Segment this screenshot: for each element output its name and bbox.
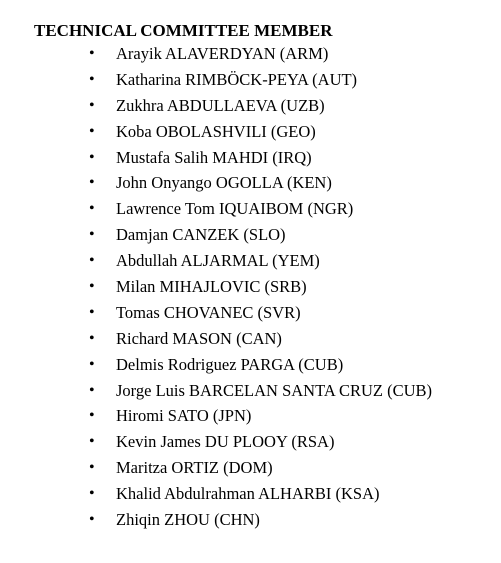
member-name: Khalid Abdulrahman ALHARBI (KSA) [116, 484, 380, 504]
member-name: John Onyango OGOLLA (KEN) [116, 173, 332, 193]
bullet-icon: • [89, 355, 95, 373]
bullet-icon: • [89, 70, 95, 88]
member-name: Milan MIHAJLOVIC (SRB) [116, 277, 307, 297]
member-name: Richard MASON (CAN) [116, 328, 282, 348]
bullet-icon: • [89, 407, 95, 425]
bullet-icon: • [89, 303, 95, 321]
member-name: Tomas CHOVANEC (SVR) [116, 302, 301, 322]
bullet-icon: • [89, 226, 95, 244]
bullet-icon: • [89, 148, 95, 166]
member-name: Arayik ALAVERDYAN (ARM) [116, 44, 329, 63]
bullet-icon: • [89, 381, 95, 399]
bullet-icon: • [89, 174, 95, 192]
bullet-icon: • [89, 459, 95, 477]
bullet-icon: • [89, 278, 95, 296]
member-name: Mustafa Salih MAHDI (IRQ) [116, 147, 312, 167]
member-name: Katharina RIMBÖCK-PEYA (AUT) [116, 69, 358, 89]
member-name: Jorge Luis BARCELAN SANTA CRUZ (CUB) [116, 380, 433, 400]
bullet-icon: • [89, 511, 95, 529]
member-name: Damjan CANZEK (SLO) [116, 225, 286, 245]
bullet-icon: • [89, 200, 95, 218]
bullet-icon: • [89, 96, 95, 114]
bullet-icon: • [89, 329, 95, 347]
bullet-icon: • [89, 485, 95, 503]
member-name: Koba OBOLASHVILI (GEO) [116, 121, 316, 141]
member-name: Hiromi SATO (JPN) [116, 406, 252, 426]
member-name: Zhiqin ZHOU (CHN) [116, 510, 260, 530]
member-name: Abdullah ALJARMAL (YEM) [116, 251, 320, 271]
bullet-icon: • [89, 45, 95, 62]
bullet-icon: • [89, 122, 95, 140]
bullet-icon: • [89, 252, 95, 270]
section-heading: TECHNICAL COMMITTEE MEMBER [34, 21, 333, 40]
member-name: Zukhra ABDULLAEVA (UZB) [116, 95, 325, 115]
member-name: Delmis Rodriguez PARGA (CUB) [116, 354, 344, 374]
member-name: Maritza ORTIZ (DOM) [116, 458, 273, 478]
bullet-icon: • [89, 433, 95, 451]
member-name: Lawrence Tom IQUAIBOM (NGR) [116, 199, 354, 219]
member-name: Kevin James DU PLOOY (RSA) [116, 432, 335, 452]
